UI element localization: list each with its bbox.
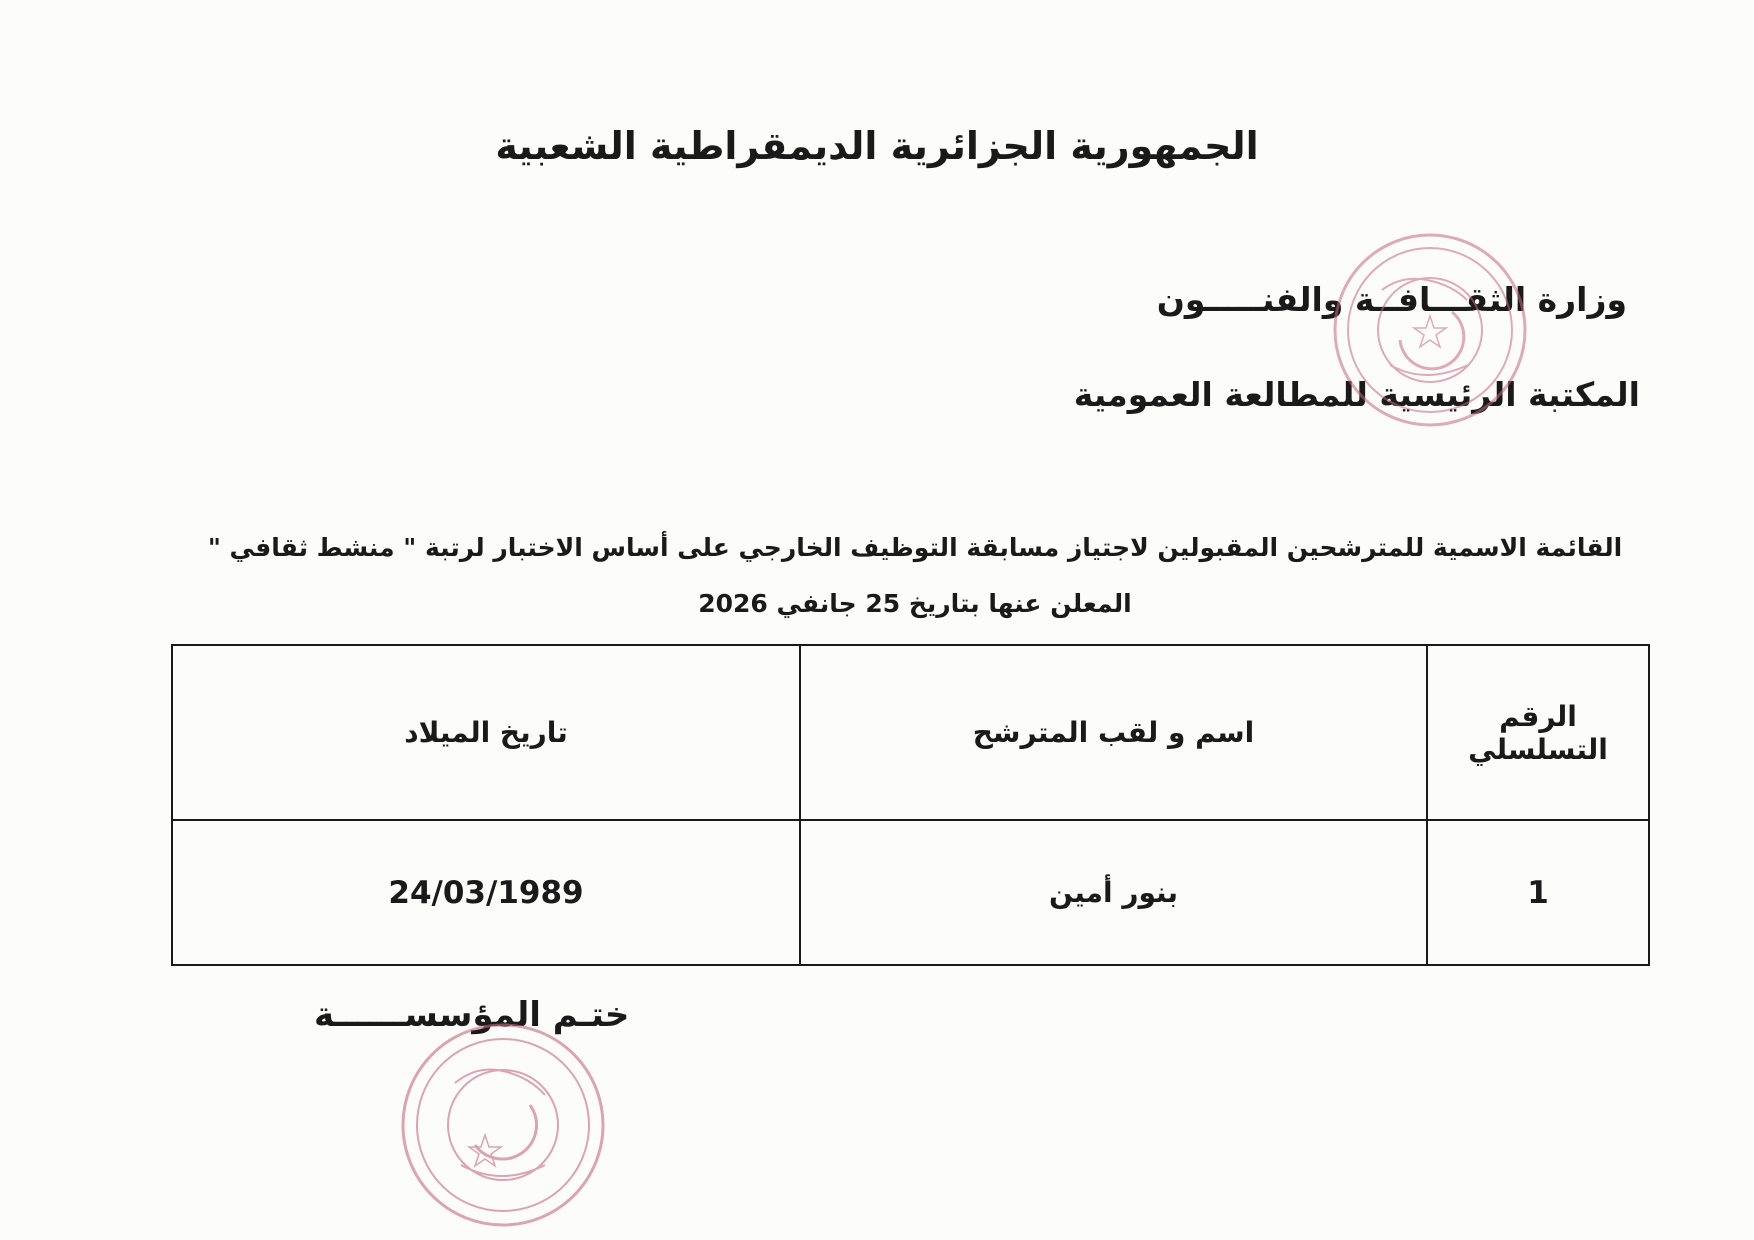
official-seal-icon xyxy=(385,1005,630,1235)
header-name: اسم و لقب المترشح xyxy=(800,645,1427,820)
candidates-table xyxy=(171,644,1650,966)
official-seal-icon xyxy=(1312,220,1548,430)
header-serial: الرقم التسلسلي xyxy=(1427,645,1649,820)
table-row xyxy=(172,820,1649,965)
ministry-name: وزارة الثقـــافــة والفنـــــون xyxy=(1156,280,1627,319)
library-name: المكتبة الرئيسية للمطالعة العمومية xyxy=(1073,375,1640,414)
cell-serial: 1 xyxy=(1427,820,1649,965)
intro-text: القائمة الاسمية للمترشحين المقبولين لاجتياز مسابقة التوظيف الخارجي على أساس الاختبار لرتبة " منشط ثقافي " المعلن عنها بتاريخ 25 جانفي 2026 xyxy=(207,533,1623,618)
cell-name: بنور أمين xyxy=(800,820,1427,965)
republic-title: الجمهورية الجزائرية الديمقراطية الشعبية xyxy=(495,124,1259,168)
cell-birth-date: 24/03/1989 xyxy=(172,820,800,965)
seal-label: ختـم المؤسســــــة xyxy=(314,995,630,1035)
header-birth-date: تاريخ الميلاد xyxy=(172,645,800,820)
table-header-row xyxy=(172,645,1649,820)
